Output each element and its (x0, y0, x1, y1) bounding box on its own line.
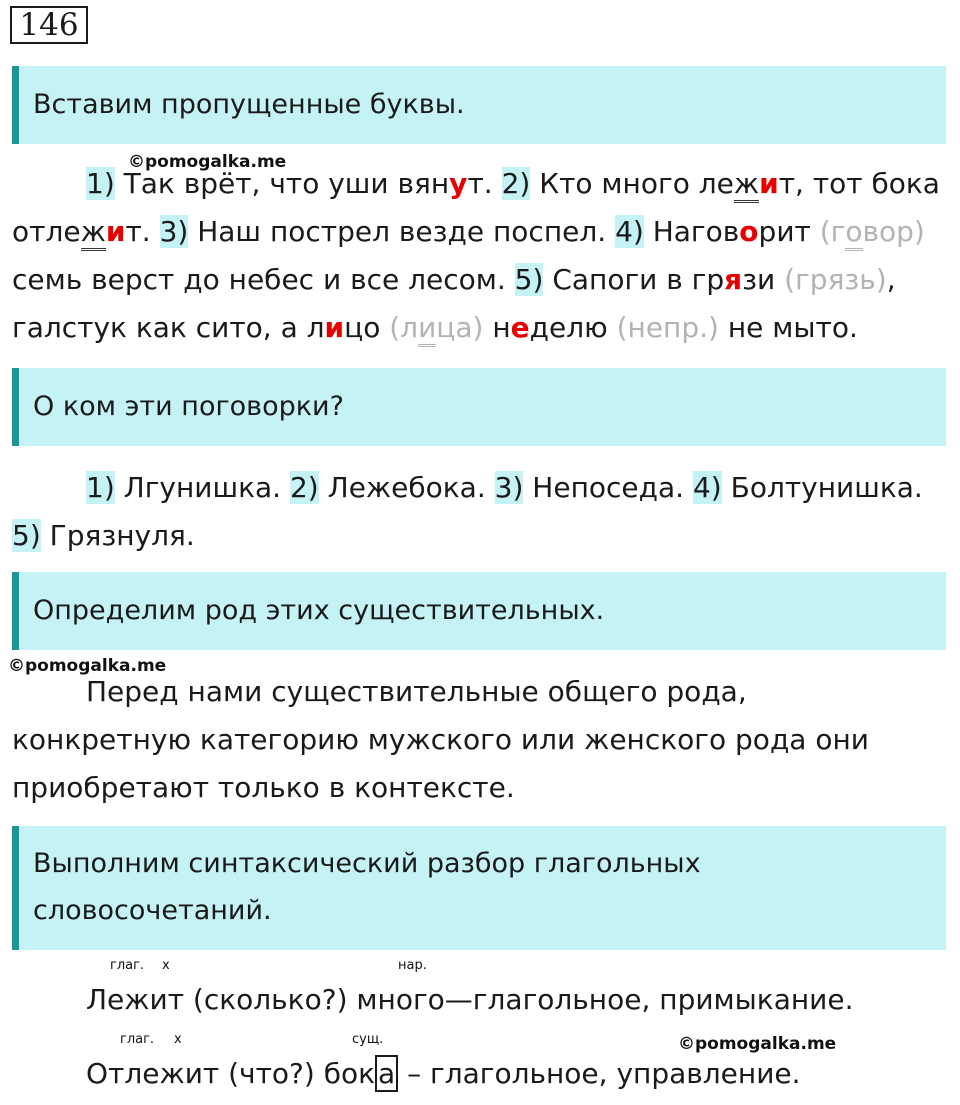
text-line (12, 160, 950, 208)
answer: Лежебока. (318, 471, 495, 504)
check-word: (грязь) (784, 263, 887, 296)
text: делю (529, 311, 617, 344)
check-word: (л (389, 311, 419, 344)
answer: Непоседа. (523, 471, 693, 504)
text: в (722, 215, 740, 248)
text: т, тот бока (778, 167, 940, 200)
text-line (12, 764, 950, 812)
item-number: 4) (615, 215, 644, 248)
text: отле (12, 215, 81, 248)
text: т. (467, 167, 502, 200)
text: , (886, 263, 896, 296)
ending-box: а (375, 1055, 398, 1092)
section-header-insert-letters (12, 66, 946, 144)
section-header-gender (12, 572, 946, 650)
section-title-line: Выполним синтаксический разбор глагольных (33, 848, 701, 879)
text: рит (758, 215, 820, 248)
section-header-syntax (12, 826, 946, 950)
text: Кто много ле (530, 167, 734, 200)
underlined-letter: ж (81, 215, 106, 251)
text: Сапоги в гр (543, 263, 725, 296)
check-word: (г (819, 215, 846, 248)
inserted-letter: е (510, 311, 530, 344)
answers-paragraph (12, 464, 950, 560)
section-title: О ком эти поговорки? (33, 391, 344, 422)
exercise-number: 146 (10, 6, 88, 44)
proverbs-paragraph (12, 160, 950, 352)
label-verb: глаг. (110, 958, 145, 973)
text: – глагольное, управление. (398, 1057, 801, 1090)
text-line (12, 464, 950, 512)
item-number: 5) (12, 519, 41, 552)
watermark: ©pomogalka.me (128, 152, 287, 172)
inserted-letter: я (724, 263, 743, 296)
watermark: ©pomogalka.me (678, 1034, 837, 1054)
text: н (483, 311, 511, 344)
section-title: Вставим пропущенные буквы. (33, 89, 465, 120)
answer: Грязнуля. (40, 519, 195, 552)
text: приобретают только в контексте. (12, 771, 515, 804)
text: галстук как сито, а л (12, 311, 325, 344)
answer: Болтунишка. (721, 471, 923, 504)
label-verb: глаг. (120, 1032, 155, 1047)
check-word: (непр.) (616, 311, 719, 344)
text-line (12, 668, 950, 716)
section-title-line: словосочетаний. (33, 895, 272, 926)
inserted-letter: о (739, 215, 759, 248)
syntax-row-1 (86, 976, 946, 1024)
check-word: ца) (436, 311, 484, 344)
watermark: ©pomogalka.me (8, 656, 167, 676)
text: цо (344, 311, 390, 344)
item-number: 1) (86, 471, 115, 504)
text-line (12, 256, 950, 304)
item-number: 4) (692, 471, 722, 504)
check-letter: и (418, 311, 436, 347)
inserted-letter: у (449, 167, 468, 200)
text: не мыто. (718, 311, 858, 344)
label-x: х (174, 1032, 182, 1047)
text-line (12, 304, 950, 352)
text-line (12, 512, 950, 560)
check-word: вор) (862, 215, 925, 248)
check-letter: о (845, 215, 862, 251)
text: Отлежит (что?) бок (86, 1057, 376, 1090)
text: Наш пострел везде поспел. (188, 215, 616, 248)
inserted-letter: и (105, 215, 126, 248)
label-x: х (162, 958, 170, 973)
text: зи (742, 263, 785, 296)
section-header-who-about (12, 368, 946, 446)
inserted-letter: и (759, 167, 779, 200)
item-number: 3) (159, 215, 189, 248)
text: т. (125, 215, 160, 248)
text: Наго (643, 215, 723, 248)
item-number: 3) (494, 471, 524, 504)
underlined-letter: ж (734, 167, 759, 203)
gender-paragraph (12, 668, 950, 812)
text-line (12, 208, 950, 256)
text-line (12, 716, 950, 764)
item-number: 2) (501, 167, 531, 200)
item-number: 1) (86, 167, 115, 200)
item-number: 5) (514, 263, 544, 296)
text: конкретную категорию мужского или женского рода они (12, 723, 869, 756)
answer: Лгунишка. (114, 471, 290, 504)
text: семь верст до небес и все лесом. (12, 263, 515, 296)
text: Лежит (сколько?) много—глагольное, примыкание. (86, 983, 854, 1016)
section-title: Определим род этих существительных. (33, 595, 605, 626)
inserted-letter: и (324, 311, 345, 344)
text: Перед нами существительные общего рода, (86, 675, 747, 708)
label-noun: сущ. (352, 1032, 384, 1047)
label-adverb: нар. (398, 958, 427, 973)
text: Так врёт, что уши вян (114, 167, 450, 200)
syntax-row-2 (86, 1050, 946, 1098)
item-number: 2) (289, 471, 319, 504)
